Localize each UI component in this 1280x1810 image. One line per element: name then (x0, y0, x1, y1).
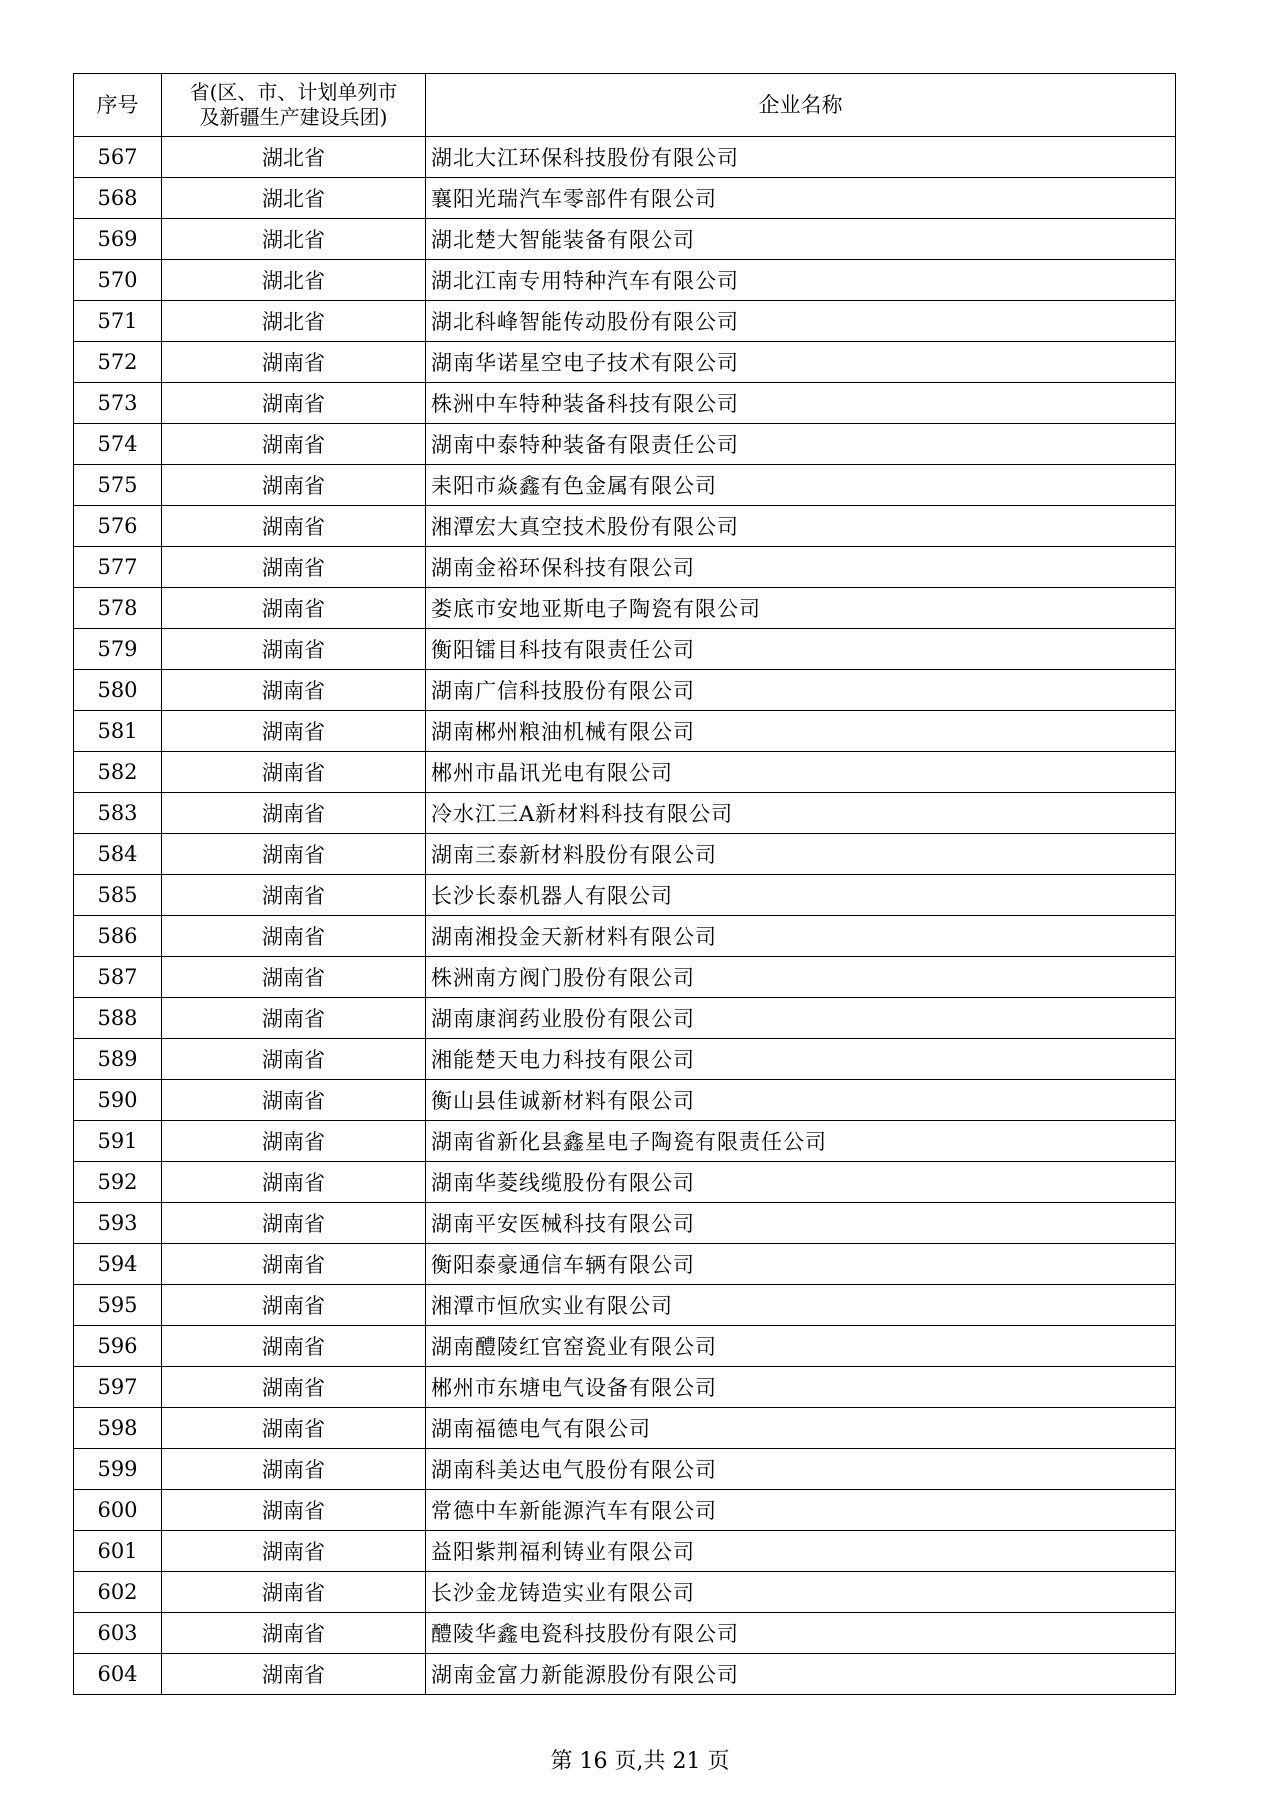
cell-serial-number: 573 (74, 383, 162, 424)
cell-serial-number: 582 (74, 752, 162, 793)
cell-province: 湖南省 (162, 1654, 426, 1695)
cell-province: 湖南省 (162, 1203, 426, 1244)
cell-company-name: 湖南华菱线缆股份有限公司 (426, 1162, 1176, 1203)
cell-company-name: 湖南醴陵红官窑瓷业有限公司 (426, 1326, 1176, 1367)
cell-serial-number: 575 (74, 465, 162, 506)
cell-serial-number: 567 (74, 137, 162, 178)
table-row (74, 957, 1176, 998)
cell-company-name: 冷水江三A新材料科技有限公司 (426, 793, 1176, 834)
cell-company-name: 湖南康润药业股份有限公司 (426, 998, 1176, 1039)
table-row (74, 998, 1176, 1039)
cell-company-name: 湖北大江环保科技股份有限公司 (426, 137, 1176, 178)
cell-serial-number: 580 (74, 670, 162, 711)
table-row (74, 383, 1176, 424)
cell-company-name: 湖北江南专用特种汽车有限公司 (426, 260, 1176, 301)
cell-province: 湖南省 (162, 711, 426, 752)
cell-serial-number: 587 (74, 957, 162, 998)
cell-province: 湖南省 (162, 1080, 426, 1121)
cell-company-name: 益阳紫荆福利铸业有限公司 (426, 1531, 1176, 1572)
cell-company-name: 湖南省新化县鑫星电子陶瓷有限责任公司 (426, 1121, 1176, 1162)
cell-province: 湖北省 (162, 178, 426, 219)
cell-serial-number: 598 (74, 1408, 162, 1449)
table-row (74, 752, 1176, 793)
cell-company-name: 耒阳市焱鑫有色金属有限公司 (426, 465, 1176, 506)
table-row (74, 424, 1176, 465)
table-row (74, 916, 1176, 957)
table-row (74, 1203, 1176, 1244)
table-row (74, 1572, 1176, 1613)
table-body (74, 137, 1176, 1695)
table-row (74, 506, 1176, 547)
cell-serial-number: 588 (74, 998, 162, 1039)
table-row (74, 342, 1176, 383)
table-row (74, 1039, 1176, 1080)
cell-province: 湖南省 (162, 875, 426, 916)
cell-company-name: 醴陵华鑫电瓷科技股份有限公司 (426, 1613, 1176, 1654)
cell-province: 湖南省 (162, 752, 426, 793)
cell-province: 湖南省 (162, 916, 426, 957)
table-row (74, 1490, 1176, 1531)
cell-company-name: 衡山县佳诚新材料有限公司 (426, 1080, 1176, 1121)
cell-province: 湖南省 (162, 1449, 426, 1490)
cell-serial-number: 597 (74, 1367, 162, 1408)
table-row (74, 1367, 1176, 1408)
cell-province: 湖南省 (162, 834, 426, 875)
cell-company-name: 株洲南方阀门股份有限公司 (426, 957, 1176, 998)
table-row (74, 1449, 1176, 1490)
cell-serial-number: 577 (74, 547, 162, 588)
cell-province: 湖南省 (162, 588, 426, 629)
cell-company-name: 湖南湘投金天新材料有限公司 (426, 916, 1176, 957)
cell-company-name: 娄底市安地亚斯电子陶瓷有限公司 (426, 588, 1176, 629)
table-row (74, 547, 1176, 588)
table-row (74, 1613, 1176, 1654)
cell-serial-number: 595 (74, 1285, 162, 1326)
cell-company-name: 郴州市东塘电气设备有限公司 (426, 1367, 1176, 1408)
table-row (74, 629, 1176, 670)
table-row (74, 588, 1176, 629)
cell-serial-number: 585 (74, 875, 162, 916)
page-number-footer: 第 16 页,共 21 页 (550, 1749, 730, 1774)
header-company-name: 企业名称 (426, 74, 1176, 137)
cell-company-name: 衡阳镭目科技有限责任公司 (426, 629, 1176, 670)
cell-company-name: 湖北科峰智能传动股份有限公司 (426, 301, 1176, 342)
cell-serial-number: 576 (74, 506, 162, 547)
cell-company-name: 湖南科美达电气股份有限公司 (426, 1449, 1176, 1490)
cell-province: 湖南省 (162, 465, 426, 506)
cell-province: 湖南省 (162, 670, 426, 711)
cell-serial-number: 578 (74, 588, 162, 629)
table-header-row (74, 74, 1176, 137)
cell-company-name: 湖南郴州粮油机械有限公司 (426, 711, 1176, 752)
cell-serial-number: 589 (74, 1039, 162, 1080)
header-province (162, 74, 426, 137)
cell-serial-number: 570 (74, 260, 162, 301)
cell-serial-number: 596 (74, 1326, 162, 1367)
table-row (74, 178, 1176, 219)
cell-company-name: 湖南华诺星空电子技术有限公司 (426, 342, 1176, 383)
table-row (74, 1285, 1176, 1326)
cell-province: 湖南省 (162, 1285, 426, 1326)
table-row (74, 834, 1176, 875)
table-row (74, 1244, 1176, 1285)
cell-company-name: 湖南金裕环保科技有限公司 (426, 547, 1176, 588)
cell-province: 湖南省 (162, 1326, 426, 1367)
cell-serial-number: 601 (74, 1531, 162, 1572)
cell-province: 湖南省 (162, 1367, 426, 1408)
cell-company-name: 湖南三泰新材料股份有限公司 (426, 834, 1176, 875)
table-row (74, 1531, 1176, 1572)
cell-serial-number: 599 (74, 1449, 162, 1490)
cell-serial-number: 590 (74, 1080, 162, 1121)
cell-serial-number: 600 (74, 1490, 162, 1531)
cell-company-name: 湘潭市恒欣实业有限公司 (426, 1285, 1176, 1326)
table-row (74, 1654, 1176, 1695)
cell-company-name: 湖南广信科技股份有限公司 (426, 670, 1176, 711)
cell-serial-number: 574 (74, 424, 162, 465)
table-row (74, 1121, 1176, 1162)
cell-serial-number: 603 (74, 1613, 162, 1654)
cell-serial-number: 602 (74, 1572, 162, 1613)
cell-province: 湖北省 (162, 260, 426, 301)
cell-company-name: 襄阳光瑞汽车零部件有限公司 (426, 178, 1176, 219)
header-province-line1: 省(区、市、计划单列市 (189, 80, 398, 104)
cell-serial-number: 604 (74, 1654, 162, 1695)
enterprise-table (73, 73, 1176, 1695)
table-row (74, 137, 1176, 178)
cell-province: 湖南省 (162, 1039, 426, 1080)
cell-company-name: 衡阳泰豪通信车辆有限公司 (426, 1244, 1176, 1285)
cell-province: 湖南省 (162, 1162, 426, 1203)
cell-serial-number: 571 (74, 301, 162, 342)
cell-province: 湖南省 (162, 383, 426, 424)
header-province-line2: 及新疆生产建设兵团) (199, 105, 388, 129)
cell-company-name: 湘能楚天电力科技有限公司 (426, 1039, 1176, 1080)
cell-province: 湖南省 (162, 547, 426, 588)
cell-serial-number: 593 (74, 1203, 162, 1244)
cell-province: 湖南省 (162, 998, 426, 1039)
cell-province: 湖南省 (162, 1121, 426, 1162)
cell-province: 湖南省 (162, 1531, 426, 1572)
cell-serial-number: 586 (74, 916, 162, 957)
cell-serial-number: 583 (74, 793, 162, 834)
cell-province: 湖南省 (162, 957, 426, 998)
cell-province: 湖南省 (162, 424, 426, 465)
table-row (74, 465, 1176, 506)
cell-province: 湖南省 (162, 793, 426, 834)
table-row (74, 1326, 1176, 1367)
cell-province: 湖北省 (162, 137, 426, 178)
cell-province: 湖南省 (162, 1572, 426, 1613)
cell-company-name: 常德中车新能源汽车有限公司 (426, 1490, 1176, 1531)
cell-province: 湖北省 (162, 219, 426, 260)
table-row (74, 1408, 1176, 1449)
cell-province: 湖南省 (162, 1490, 426, 1531)
cell-province: 湖北省 (162, 301, 426, 342)
table-row (74, 793, 1176, 834)
cell-company-name: 郴州市晶讯光电有限公司 (426, 752, 1176, 793)
cell-serial-number: 592 (74, 1162, 162, 1203)
table-row (74, 875, 1176, 916)
cell-company-name: 湖南中泰特种装备有限责任公司 (426, 424, 1176, 465)
cell-serial-number: 568 (74, 178, 162, 219)
cell-province: 湖南省 (162, 1613, 426, 1654)
header-serial-number: 序号 (74, 74, 162, 137)
cell-company-name: 长沙长泰机器人有限公司 (426, 875, 1176, 916)
cell-serial-number: 591 (74, 1121, 162, 1162)
cell-serial-number: 584 (74, 834, 162, 875)
cell-province: 湖南省 (162, 1244, 426, 1285)
cell-company-name: 长沙金龙铸造实业有限公司 (426, 1572, 1176, 1613)
cell-company-name: 湖北楚大智能装备有限公司 (426, 219, 1176, 260)
table-row (74, 219, 1176, 260)
cell-company-name: 湖南福德电气有限公司 (426, 1408, 1176, 1449)
table-row (74, 1162, 1176, 1203)
cell-company-name: 株洲中车特种装备科技有限公司 (426, 383, 1176, 424)
table-row (74, 260, 1176, 301)
table-row (74, 711, 1176, 752)
cell-province: 湖南省 (162, 342, 426, 383)
cell-serial-number: 581 (74, 711, 162, 752)
table-row (74, 670, 1176, 711)
cell-province: 湖南省 (162, 629, 426, 670)
cell-company-name: 湘潭宏大真空技术股份有限公司 (426, 506, 1176, 547)
cell-province: 湖南省 (162, 1408, 426, 1449)
cell-serial-number: 572 (74, 342, 162, 383)
cell-province: 湖南省 (162, 506, 426, 547)
cell-serial-number: 594 (74, 1244, 162, 1285)
table-row (74, 1080, 1176, 1121)
cell-company-name: 湖南平安医械科技有限公司 (426, 1203, 1176, 1244)
table-row (74, 301, 1176, 342)
cell-company-name: 湖南金富力新能源股份有限公司 (426, 1654, 1176, 1695)
cell-serial-number: 579 (74, 629, 162, 670)
cell-serial-number: 569 (74, 219, 162, 260)
